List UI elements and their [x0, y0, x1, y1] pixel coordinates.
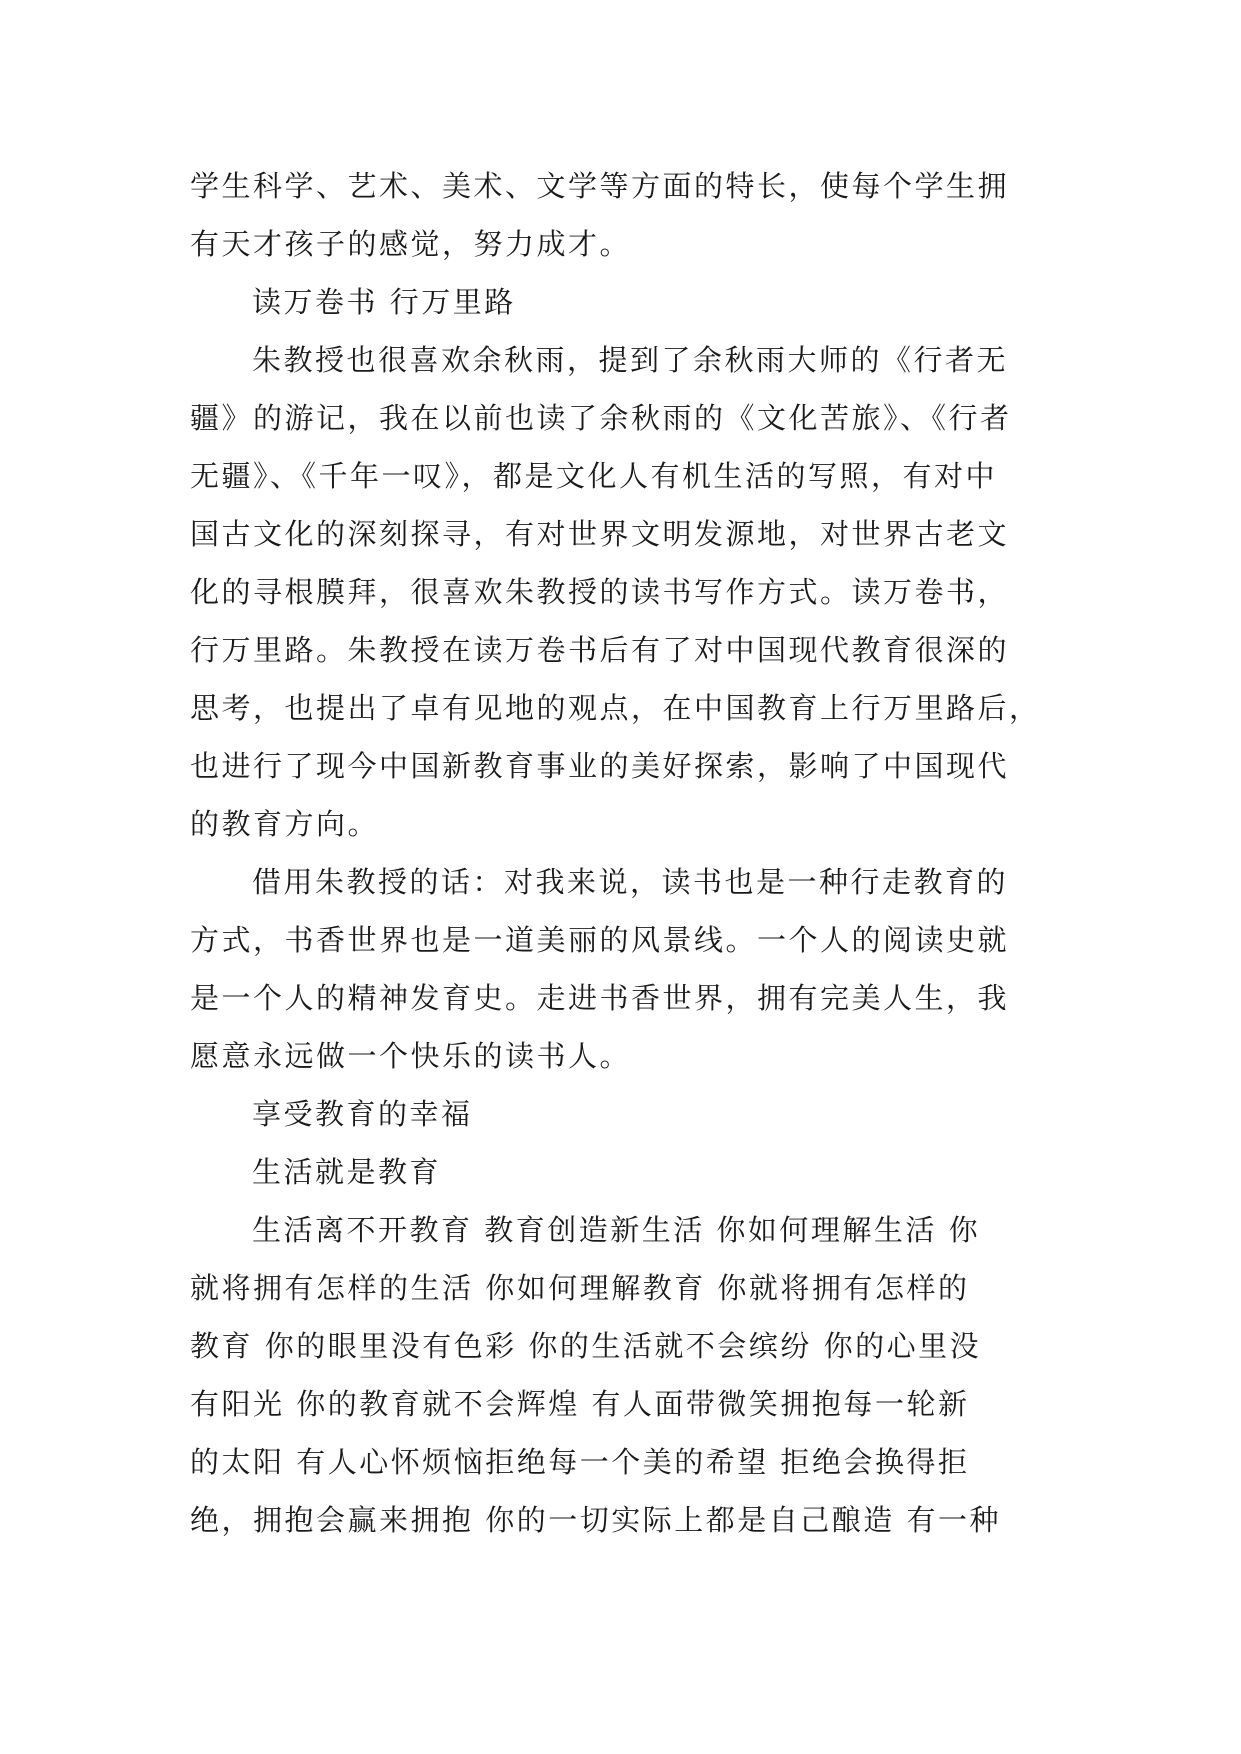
- text-line: 朱教授也很喜欢余秋雨，提到了余秋雨大师的《行者无: [252, 343, 1009, 377]
- text-line: 读万卷书 行万里路: [252, 285, 516, 319]
- text-line: 的太阳 有人心怀烦恼拒绝每一个美的希望 拒绝会换得拒: [190, 1445, 970, 1479]
- text-line: 绝，拥抱会赢来拥抱 你的一切实际上都是自己酿造 有一种: [190, 1503, 1001, 1537]
- text-line: 的教育方向。: [190, 807, 380, 841]
- text-line: 愿意永远做一个快乐的读书人。: [190, 1039, 632, 1073]
- text-line: 方式，书香世界也是一道美丽的风景线。一个人的阅读史就: [190, 923, 1010, 957]
- text-line: 借用朱教授的话：对我来说，读书也是一种行走教育的: [252, 865, 1009, 899]
- text-line: 是一个人的精神发育史。走进书香世界，拥有完美人生，我: [190, 981, 1010, 1015]
- text-line: 学生科学、艺术、美术、文学等方面的特长，使每个学生拥: [190, 169, 1010, 203]
- text-line: 无疆》、《千年一叹》，都是文化人有机生活的写照，有对中: [190, 459, 998, 493]
- text-line: 生活离不开教育 教育创造新生活 你如何理解生活 你: [252, 1213, 981, 1247]
- text-line: 就将拥有怎样的生活 你如何理解教育 你就将拥有怎样的: [190, 1271, 970, 1305]
- text-line: 行万里路。朱教授在读万卷书后有了对中国现代教育很深的: [190, 633, 1010, 667]
- text-line: 疆》的游记，我在以前也读了余秋雨的《文化苦旅》、《行者: [190, 401, 1012, 435]
- text-line: 思考，也提出了卓有见地的观点，在中国教育上行万里路后，: [190, 691, 1041, 725]
- text-line: 化的寻根膜拜，很喜欢朱教授的读书写作方式。读万卷书，: [190, 575, 1010, 609]
- text-line: 也进行了现今中国新教育事业的美好探索，影响了中国现代: [190, 749, 1010, 783]
- text-line: 国古文化的深刻探寻，有对世界文明发源地，对世界古老文: [190, 517, 1010, 551]
- document-body: [190, 157, 1070, 1549]
- text-line: 享受教育的幸福: [252, 1097, 473, 1131]
- text-line: 有阳光 你的教育就不会辉煌 有人面带微笑拥抱每一轮新: [190, 1387, 970, 1421]
- text-line: 生活就是教育: [252, 1155, 442, 1189]
- text-line: 有天才孩子的感觉，努力成才。: [190, 227, 632, 261]
- text-line: 教育 你的眼里没有色彩 你的生活就不会缤纷 你的心里没: [190, 1329, 982, 1363]
